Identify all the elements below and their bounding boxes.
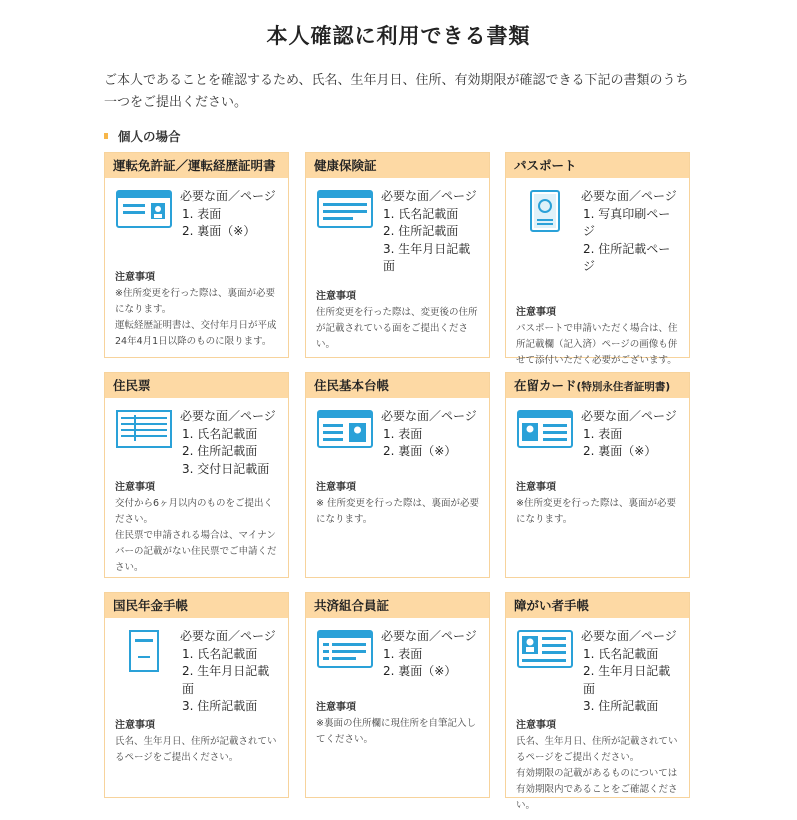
note-text: ※住所変更を行った際は、裏面が必要になります。 — [516, 497, 676, 525]
required-label: 必要な面／ページ — [180, 189, 276, 203]
card-title: 住民基本台帳 — [306, 373, 489, 398]
required-item: 1. 氏名記載面 — [583, 646, 659, 661]
insurance-card-icon — [317, 190, 373, 234]
required-item: 2. 住所記載面 — [182, 444, 258, 458]
card-title: 運転免許証／運転経歴証明書 — [105, 153, 288, 178]
required-item: 3. 交付日記載面 — [182, 461, 270, 476]
required-item: 3. 生年月日記載面 — [383, 241, 471, 273]
card-title: パスポート — [506, 153, 689, 178]
required-item: 1. 氏名記載面 — [182, 426, 258, 441]
required-label: 必要な面／ページ — [180, 409, 276, 423]
pension-book-icon — [116, 630, 172, 674]
card-title-main: 在留カード — [514, 378, 577, 393]
required-item: 2. 裏面（※） — [383, 444, 457, 458]
required-item: 1. 表面 — [583, 426, 623, 441]
note-label: 注意事項 — [115, 719, 155, 731]
disability-book-icon — [517, 630, 573, 674]
note-text: パスポートで申請いただく場合は、住所記載欄（記入済）ページの画像も併せて添付いただく必要がございます。 — [516, 322, 678, 366]
required-item: 2. 生年月日記載面 — [583, 664, 671, 696]
document-card-basic-register — [305, 372, 490, 578]
mutual-aid-card-icon — [317, 630, 373, 674]
card-title: 住民票 — [105, 373, 288, 398]
card-title: 障がい者手帳 — [506, 593, 689, 618]
note-label: 注意事項 — [516, 719, 556, 731]
card-title — [506, 373, 689, 398]
document-card-disability-book — [505, 592, 690, 811]
document-card-pension-book — [104, 592, 289, 798]
resident-record-icon — [116, 410, 172, 454]
card-title: 国民年金手帳 — [105, 593, 288, 618]
page-title: 本人確認に利用できる書類 — [266, 24, 531, 48]
required-item: 1. 氏名記載面 — [383, 206, 459, 221]
note-text: ※裏面の住所欄に現住所を自筆記入してください。 — [316, 717, 476, 745]
card-title: 健康保険証 — [306, 153, 489, 178]
section-bullet — [104, 133, 108, 139]
document-card-mutual-aid — [305, 592, 490, 798]
required-item: 3. 住所記載面 — [182, 699, 258, 713]
required-label: 必要な面／ページ — [381, 629, 477, 643]
required-label: 必要な面／ページ — [581, 189, 677, 203]
note-label: 注意事項 — [316, 290, 356, 302]
card-title-sub: (特別永住者証明書) — [576, 381, 671, 393]
note-text: ※ 住所変更を行った際は、裏面が必要になります。 — [316, 497, 479, 525]
required-label: 必要な面／ページ — [381, 409, 477, 423]
residence-card-icon — [517, 410, 573, 454]
passport-icon — [517, 190, 573, 234]
note-label: 注意事項 — [316, 701, 356, 713]
required-label: 必要な面／ページ — [581, 629, 677, 643]
required-item: 1. 表面 — [383, 646, 423, 661]
note-label: 注意事項 — [516, 481, 556, 493]
note-label: 注意事項 — [115, 482, 155, 493]
note-text: 氏名、生年月日、住所が記載されているページをご提出ください。 — [115, 735, 277, 763]
note-label: 注意事項 — [516, 306, 556, 318]
required-item: 2. 裏面（※） — [383, 664, 457, 678]
note-text: 住所変更を行った際は、変更後の住所が記載されている面をご提出ください。 — [316, 306, 478, 350]
required-item: 1. 写真印刷ページ — [583, 206, 671, 238]
required-item: 2. 裏面（※） — [583, 444, 657, 458]
required-item: 1. 表面 — [383, 426, 423, 441]
required-label: 必要な面／ページ — [180, 629, 276, 643]
license-card-icon — [116, 190, 172, 234]
section-label: 個人の場合 — [118, 129, 181, 144]
required-item: 2. 住所記載ページ — [583, 241, 671, 273]
section-heading — [104, 127, 181, 145]
basic-register-card-icon — [317, 410, 373, 454]
card-title: 共済組合員証 — [306, 593, 489, 618]
required-item: 1. 氏名記載面 — [182, 646, 258, 661]
required-item: 1. 表面 — [182, 206, 222, 221]
document-card-drivers-license — [104, 152, 289, 358]
document-card-health-insurance — [305, 152, 490, 358]
document-card-passport — [505, 152, 690, 366]
note-text: ※住所変更を行った際は、裏面が必要になります。 運転経歴証明書は、交付年月日が平成24年4月1日以降のものに限ります。 — [115, 287, 277, 347]
required-label: 必要な面／ページ — [381, 189, 477, 203]
required-item: 2. 生年月日記載面 — [182, 664, 270, 696]
document-card-residence-card — [505, 372, 690, 578]
required-item: 2. 裏面（※） — [182, 224, 256, 238]
note-label: 注意事項 — [316, 481, 356, 493]
document-card-resident-record — [104, 372, 289, 578]
required-label: 必要な面／ページ — [581, 409, 677, 423]
note-text: 氏名、生年月日、住所が記載されているページをご提出ください。 有効期限の記載があるものについては有効期限内であることをご確認ください。 — [516, 735, 678, 811]
note-text: 交付から6ヶ月以内のものをご提出ください。 住民票で申請される場合は、マイナンバーの記載がない住民票でご申請ください。 — [115, 498, 277, 573]
note-label: 注意事項 — [115, 271, 155, 283]
required-item: 2. 住所記載面 — [383, 224, 459, 238]
intro-text: ご本人であることを確認するため、氏名、生年月日、住所、有効期限が確認できる下記の書類のうち一つをご提出ください。 — [104, 73, 689, 110]
required-item: 3. 住所記載面 — [583, 699, 659, 713]
